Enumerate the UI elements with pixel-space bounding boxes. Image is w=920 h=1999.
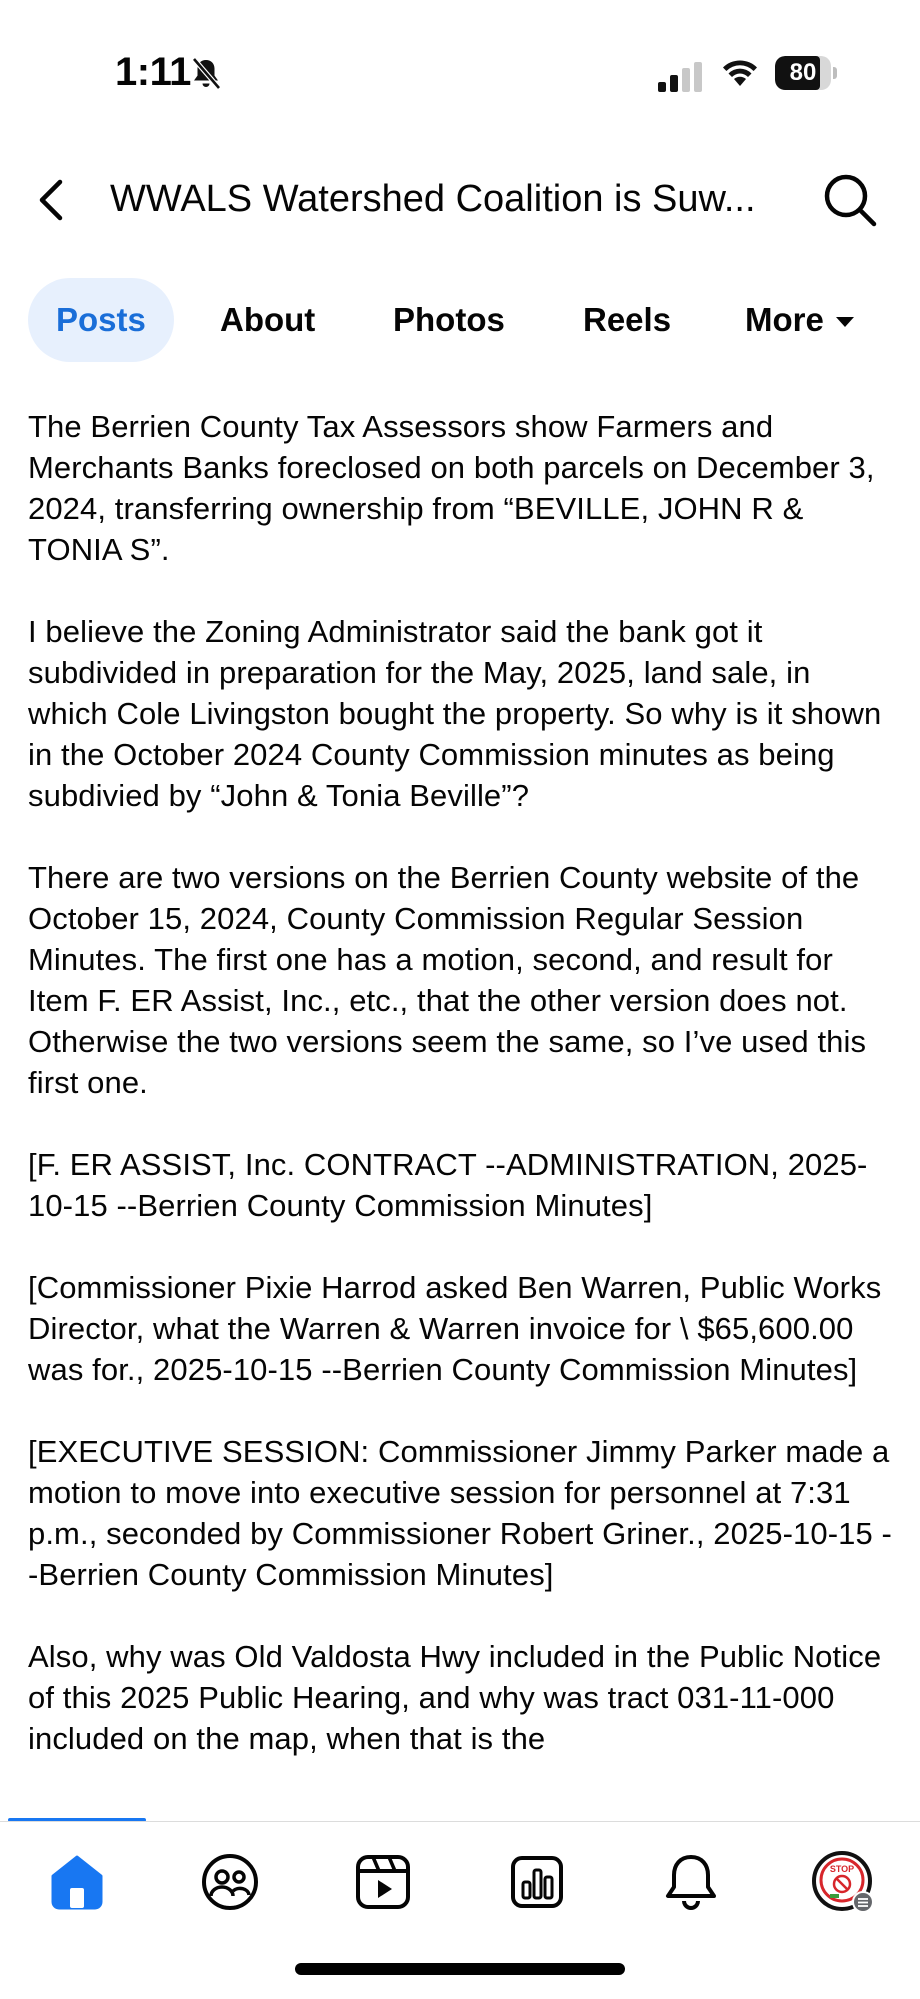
tab-posts[interactable] (28, 278, 174, 362)
tab-reels[interactable] (583, 278, 671, 362)
video-icon[interactable] (351, 1850, 415, 1914)
post-paragraph: [EXECUTIVE SESSION: Commissioner Jimmy Parker made a motion to move into executive session for personnel at 7:31 p.m., seconded by Commissioner Robert Griner., 2025-10-15 --Berrien County Commission Minutes] (28, 1434, 892, 1592)
home-icon[interactable] (45, 1850, 109, 1914)
page-title: WWALS Watershed Coalition is Suw... (110, 178, 756, 220)
battery-percentage: 80 (789, 59, 817, 86)
post-paragraph: [Commissioner Pixie Harrod asked Ben Warren, Public Works Director, what the Warren & Warren invoice for \ $65,600.00 was for., 2025-10-15 --Berrien County Commission Minutes] (28, 1270, 882, 1387)
tab-about-label: About (220, 301, 316, 338)
bell-muted-icon (190, 57, 222, 91)
bottom-nav (0, 1822, 920, 1942)
post-paragraph: [F. ER ASSIST, Inc. CONTRACT --ADMINISTRATION, 2025-10-15 --Berrien County Commission Minutes] (28, 1147, 868, 1223)
cellular-signal-icon (658, 62, 704, 92)
page-header (0, 160, 920, 240)
svg-text:STOP: STOP (829, 1864, 855, 1874)
bell-icon[interactable] (659, 1850, 723, 1914)
search-icon[interactable] (820, 170, 880, 230)
profile-avatar-icon[interactable] (811, 1850, 875, 1914)
wifi-icon (720, 56, 760, 88)
post-paragraph: The Berrien County Tax Assessors show Farmers and Merchants Banks foreclosed on both parcels on December 3, 2024, transferring ownership from “BEVILLE, JOHN R & TONIA S”. (28, 409, 875, 567)
battery-indicator (775, 56, 837, 90)
home-indicator[interactable] (295, 1963, 625, 1975)
tab-posts-label: Posts (56, 301, 146, 338)
status-time: 1:11 (115, 50, 191, 94)
caret-down-icon (836, 317, 854, 327)
post-paragraph: There are two versions on the Berrien County website of the October 15, 2024, County Commission Regular Session Minutes. The first one has a motion, second, and result for Item F. ER Assist, Inc., etc., that the other version does not. Otherwise the two versions seem the same, so I’ve used this first one. (28, 860, 867, 1100)
tab-about[interactable] (220, 278, 315, 362)
tab-photos-label: Photos (393, 301, 505, 338)
post-paragraph: Also, why was Old Valdosta Hwy included in the Public Notice of this 2025 Public Hearing, and why was tract 031-11-000 included on the map, when that is the (28, 1639, 882, 1756)
status-bar (0, 0, 920, 120)
tab-more[interactable] (745, 278, 854, 362)
post-text (28, 406, 898, 1806)
back-arrow-icon[interactable] (30, 172, 80, 228)
friends-icon[interactable] (198, 1850, 262, 1914)
tab-photos[interactable] (393, 278, 505, 362)
dashboard-icon[interactable] (505, 1850, 569, 1914)
post-paragraph: I believe the Zoning Administrator said the bank got it subdivided in preparation for the May, 2025, land sale, in which Cole Livingston bought the property. So why is it shown in the October 2024 County Commission minutes as being subdivied by “John & Tonia Beville”? (28, 614, 882, 813)
page-tabs (28, 278, 898, 362)
tab-more-label: More (745, 301, 824, 338)
tab-reels-label: Reels (583, 301, 672, 338)
